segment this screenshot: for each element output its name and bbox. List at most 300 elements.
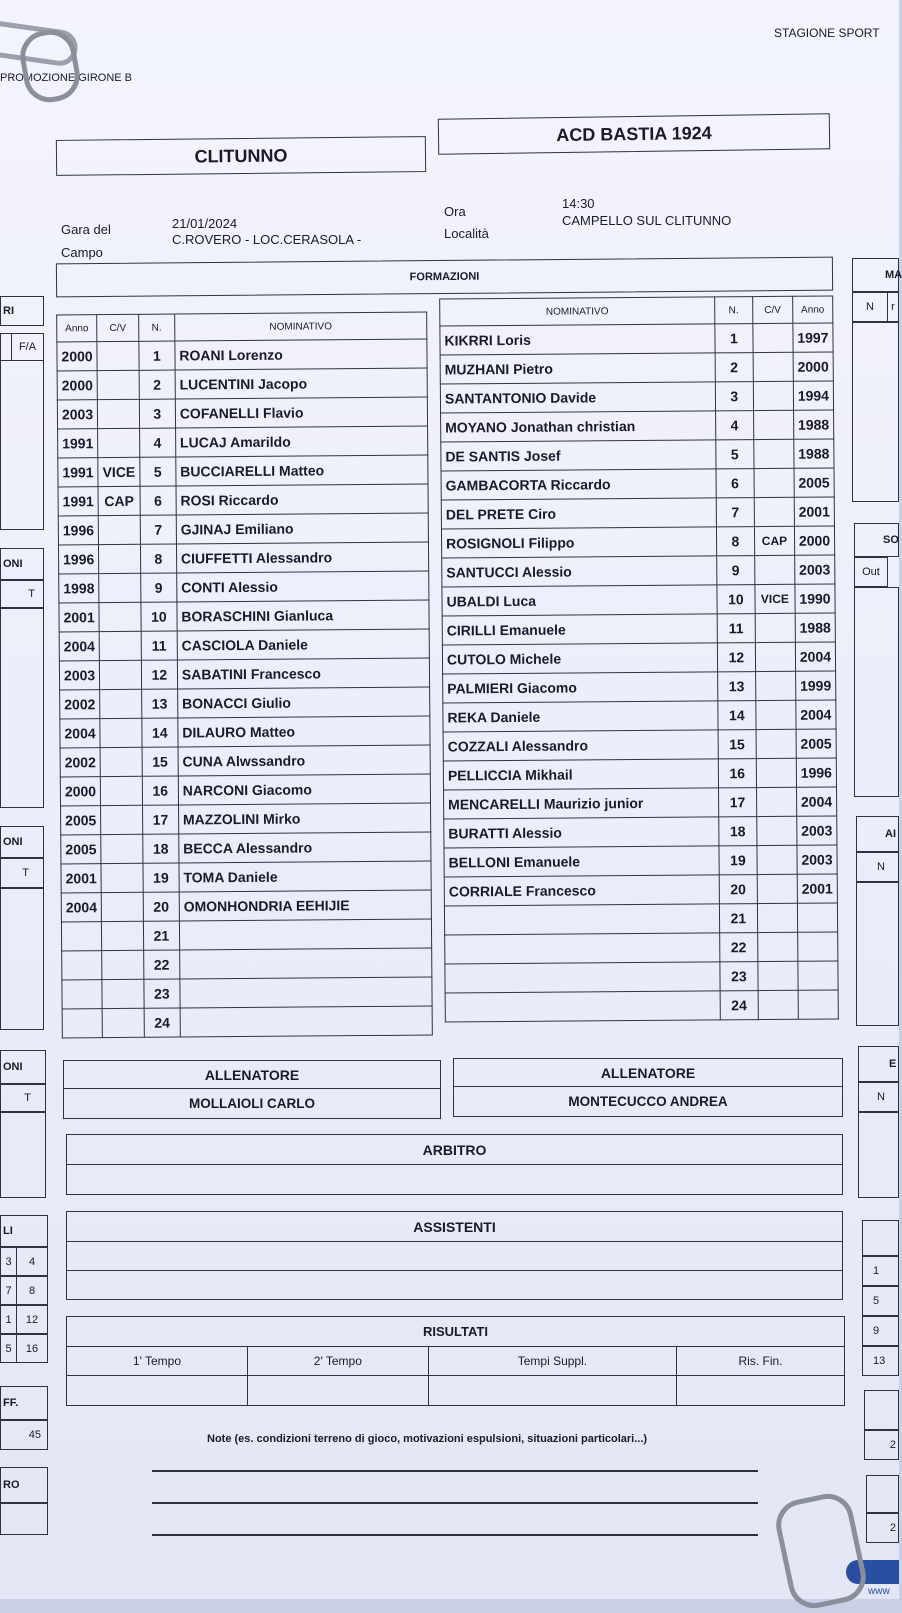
home-player-cv xyxy=(102,979,144,1008)
home-player-cv xyxy=(100,747,142,776)
assistenti-field-1 xyxy=(67,1242,843,1271)
home-player-cv xyxy=(101,863,143,892)
home-player-cv xyxy=(97,341,139,370)
home-col-nominativo: NOMINATIVO xyxy=(175,312,427,341)
away-player-anno: 2003 xyxy=(797,845,837,874)
left-li-label: LI xyxy=(0,1215,48,1247)
home-player-name: ROANI Lorenzo xyxy=(175,339,427,370)
left-grid-number: 16 xyxy=(16,1334,48,1363)
home-player-number: 9 xyxy=(141,573,177,602)
away-player-anno xyxy=(798,990,838,1019)
binder-clip-bottom-right xyxy=(771,1489,870,1613)
away-player-name: DEL PRETE Ciro xyxy=(441,498,716,529)
away-player-row xyxy=(445,990,838,1022)
right-n1b-label: r xyxy=(887,292,899,322)
away-player-number: 1 xyxy=(715,324,753,353)
right-out-label: Out xyxy=(854,557,888,587)
left-grid-number: 3 xyxy=(0,1247,17,1276)
home-player-row xyxy=(61,919,431,951)
home-coach-box xyxy=(63,1060,441,1119)
left-grid-2 xyxy=(0,608,44,808)
home-player-anno: 2004 xyxy=(60,719,100,748)
home-player-name: GJINAJ Emiliano xyxy=(176,513,428,544)
away-player-row xyxy=(441,497,834,529)
home-player-name: ROSI Riccardo xyxy=(176,484,428,515)
home-player-anno: 1991 xyxy=(58,429,98,458)
away-player-row xyxy=(442,584,835,616)
away-player-name: CUTOLO Michele xyxy=(442,643,717,674)
home-player-name: SABATINI Francesco xyxy=(177,658,429,689)
away-player-name: CIRILLI Emanuele xyxy=(442,614,717,645)
right-grid-number: 1 xyxy=(862,1256,899,1286)
home-player-cv xyxy=(102,950,144,979)
home-player-cv xyxy=(98,515,140,544)
home-player-cv xyxy=(101,834,143,863)
away-player-number: 4 xyxy=(715,411,753,440)
home-player-anno: 2005 xyxy=(61,806,101,835)
right-grid-number: 13 xyxy=(862,1346,899,1376)
home-player-row xyxy=(61,861,431,893)
risultati-box xyxy=(66,1316,845,1406)
right-grid-1 xyxy=(852,322,899,502)
home-player-row xyxy=(60,716,430,748)
away-player-name: ROSIGNOLI Filippo xyxy=(441,527,716,558)
away-player-number: 3 xyxy=(715,382,753,411)
right-n3-label: N xyxy=(858,1082,899,1112)
home-player-cv xyxy=(101,892,143,921)
away-player-anno: 1999 xyxy=(795,671,835,700)
home-player-row xyxy=(57,397,427,429)
home-player-cv xyxy=(102,921,144,950)
home-player-cv xyxy=(97,370,139,399)
away-player-anno: 2003 xyxy=(795,555,835,584)
season-label: STAGIONE SPORT xyxy=(774,26,880,40)
home-player-number: 2 xyxy=(139,370,175,399)
home-player-name: COFANELLI Flavio xyxy=(175,397,427,428)
home-player-number: 21 xyxy=(143,921,179,950)
away-player-cv xyxy=(758,961,798,990)
away-player-number: 21 xyxy=(719,904,757,933)
home-player-anno: 2005 xyxy=(61,835,101,864)
left-grid-3 xyxy=(0,888,44,1030)
away-player-name: SANTANTONIO Davide xyxy=(440,382,715,413)
home-player-cv xyxy=(101,805,143,834)
away-player-row xyxy=(441,468,834,500)
home-player-anno: 1991 xyxy=(58,458,98,487)
right-box-b xyxy=(866,1475,899,1513)
away-player-name: MENCARELLI Maurizio junior xyxy=(444,788,719,819)
away-player-anno: 2001 xyxy=(794,497,834,526)
home-player-number: 1 xyxy=(139,341,175,370)
away-coach-label: ALLENATORE xyxy=(454,1059,843,1087)
right-grid-5-top xyxy=(862,1220,899,1256)
home-player-anno xyxy=(62,980,102,1009)
away-player-name: DE SANTIS Josef xyxy=(441,440,716,471)
left-t3-label: T xyxy=(0,1084,46,1112)
home-player-row xyxy=(62,1006,432,1038)
away-player-number: 16 xyxy=(718,759,756,788)
away-player-cv xyxy=(757,932,797,961)
home-player-number: 24 xyxy=(144,1008,180,1037)
away-player-name xyxy=(444,904,719,935)
away-player-number: 20 xyxy=(719,875,757,904)
assistenti-field-2 xyxy=(67,1271,843,1300)
away-player-cv xyxy=(756,758,796,787)
away-player-number: 19 xyxy=(719,846,757,875)
away-player-anno: 2003 xyxy=(797,816,837,845)
away-player-number: 2 xyxy=(715,353,753,382)
home-player-number: 10 xyxy=(141,602,177,631)
gara-value: 21/01/2024 xyxy=(172,216,238,231)
arbitro-box xyxy=(66,1134,843,1195)
away-team-box xyxy=(438,113,830,154)
away-player-anno: 1994 xyxy=(793,381,833,410)
home-player-number: 8 xyxy=(140,544,176,573)
home-player-number: 15 xyxy=(142,747,178,776)
away-player-cv xyxy=(753,352,793,381)
home-lineup-table xyxy=(56,312,433,1039)
left-oni3-label: ONI xyxy=(0,1050,46,1084)
ora-label: Ora xyxy=(444,204,466,219)
note-line-1 xyxy=(152,1470,758,1472)
away-player-cv xyxy=(757,874,797,903)
away-player-anno: 1990 xyxy=(795,584,835,613)
away-coach-name: MONTECUCCO ANDREA xyxy=(454,1087,843,1117)
away-player-anno: 2001 xyxy=(797,874,837,903)
arbitro-field xyxy=(67,1165,843,1195)
home-player-row xyxy=(59,658,429,690)
left-ro-field xyxy=(0,1503,48,1535)
home-player-number: 18 xyxy=(143,834,179,863)
away-player-name: MOYANO Jonathan christian xyxy=(441,411,716,442)
home-player-cv: VICE xyxy=(98,457,140,486)
home-player-number: 16 xyxy=(142,776,178,805)
note-label: Note (es. condizioni terreno di gioco, motivazioni espulsioni, situazioni particolari...) xyxy=(207,1433,648,1445)
left-t2-label: T xyxy=(0,858,44,888)
home-player-anno: 2003 xyxy=(57,400,97,429)
home-player-row xyxy=(62,948,432,980)
home-player-anno: 2002 xyxy=(60,690,100,719)
away-player-cv xyxy=(756,700,796,729)
left-grid-1 xyxy=(0,360,44,530)
group-label: PROMOZIONE GIRONE B xyxy=(0,72,133,84)
left-oni2-label: ONI xyxy=(0,826,44,858)
home-player-cv xyxy=(100,776,142,805)
right-n2-label: N xyxy=(856,852,899,882)
home-player-name xyxy=(180,977,432,1008)
away-player-number: 5 xyxy=(716,440,754,469)
home-player-anno: 1991 xyxy=(58,487,98,516)
away-player-cv xyxy=(756,787,796,816)
away-player-anno xyxy=(797,932,837,961)
away-player-number: 7 xyxy=(716,498,754,527)
home-player-row xyxy=(58,455,428,487)
home-player-cv xyxy=(100,718,142,747)
home-player-name: CIUFFETTI Alessandro xyxy=(176,542,428,573)
home-player-row xyxy=(59,571,429,603)
home-player-row xyxy=(58,426,428,458)
away-player-number: 11 xyxy=(717,614,755,643)
away-player-row xyxy=(444,874,837,906)
away-player-cv xyxy=(757,816,797,845)
away-player-name: GAMBACORTA Riccardo xyxy=(441,469,716,500)
away-player-anno xyxy=(798,961,838,990)
away-player-anno: 2000 xyxy=(794,526,834,555)
home-player-name: CUNA Alwssandro xyxy=(178,745,430,776)
risultati-col-1: 1' Tempo xyxy=(67,1347,248,1376)
away-player-row xyxy=(441,410,834,442)
formazioni-bar xyxy=(56,257,833,298)
home-player-anno: 2004 xyxy=(59,632,99,661)
home-player-name: CONTI Alessio xyxy=(177,571,429,602)
away-player-anno: 2004 xyxy=(796,787,836,816)
home-player-number: 20 xyxy=(143,892,179,921)
away-player-number: 22 xyxy=(719,933,757,962)
localita-label: Località xyxy=(444,226,489,241)
home-player-row xyxy=(57,339,427,371)
away-col-cv: C/V xyxy=(753,296,793,323)
home-player-number: 12 xyxy=(141,660,177,689)
sponsor-url: www xyxy=(868,1586,890,1597)
home-player-number: 14 xyxy=(142,718,178,747)
away-player-row xyxy=(440,323,833,355)
home-coach-name: MOLLAIOLI CARLO xyxy=(64,1089,441,1119)
away-player-cv xyxy=(755,642,795,671)
away-player-cv xyxy=(754,468,794,497)
home-player-anno: 2001 xyxy=(59,603,99,632)
left-ri-label: RI xyxy=(0,296,44,326)
note-line-3 xyxy=(152,1534,758,1536)
home-player-row xyxy=(58,542,428,574)
risultati-col-4: Ris. Fin. xyxy=(677,1347,845,1376)
home-team-box xyxy=(56,136,426,176)
left-grid-number: 4 xyxy=(16,1247,48,1276)
away-player-name: MUZHANI Pietro xyxy=(440,353,715,384)
away-team-name: ACD BASTIA 1924 xyxy=(556,122,712,145)
home-player-row xyxy=(60,745,430,777)
away-player-row xyxy=(441,526,834,558)
right-n1-label: N xyxy=(852,292,888,322)
away-player-anno: 1988 xyxy=(793,410,833,439)
right-grid-2 xyxy=(854,587,899,797)
risultati-col-3: Tempi Suppl. xyxy=(428,1347,676,1376)
away-player-row xyxy=(444,787,837,819)
note-line-2 xyxy=(152,1502,758,1504)
home-player-cv xyxy=(99,631,141,660)
left-grid-number: 1 xyxy=(0,1305,17,1334)
away-player-cv xyxy=(754,439,794,468)
away-player-name: SANTUCCI Alessio xyxy=(442,556,717,587)
home-player-cv xyxy=(98,428,140,457)
home-player-name: OMONHONDRIA EEHIJIE xyxy=(179,890,431,921)
away-player-cv xyxy=(755,555,795,584)
right-grid-4 xyxy=(858,1112,899,1198)
away-player-cv xyxy=(753,410,793,439)
home-player-anno: 2001 xyxy=(61,864,101,893)
away-player-cv: VICE xyxy=(755,584,795,613)
away-player-number: 24 xyxy=(720,991,758,1020)
away-player-cv xyxy=(757,845,797,874)
home-player-anno: 2000 xyxy=(57,342,97,371)
home-player-name xyxy=(180,948,432,979)
away-player-anno: 2004 xyxy=(795,642,835,671)
home-player-cv xyxy=(97,399,139,428)
away-player-row xyxy=(441,439,834,471)
home-team-name: CLITUNNO xyxy=(194,145,288,166)
away-coach-box xyxy=(453,1058,843,1117)
risultati-val-1 xyxy=(67,1376,248,1406)
home-player-name xyxy=(180,1006,432,1037)
home-player-name: LUCAJ Amarildo xyxy=(175,426,427,457)
away-player-row xyxy=(445,961,838,993)
away-player-number: 8 xyxy=(716,527,754,556)
home-player-number: 19 xyxy=(143,863,179,892)
away-player-number: 9 xyxy=(717,556,755,585)
away-player-number: 15 xyxy=(718,730,756,759)
away-player-cv xyxy=(757,903,797,932)
right-two-a: 2 xyxy=(864,1430,899,1460)
home-player-name: TOMA Daniele xyxy=(179,861,431,892)
home-player-anno: 2000 xyxy=(60,777,100,806)
home-table-header xyxy=(57,312,427,342)
home-player-row xyxy=(62,977,432,1009)
away-player-row xyxy=(440,381,833,413)
away-player-number: 13 xyxy=(717,672,755,701)
home-col-cv: C/V xyxy=(97,314,139,341)
arbitro-label: ARBITRO xyxy=(67,1135,843,1165)
home-player-row xyxy=(59,629,429,661)
home-player-anno: 2004 xyxy=(61,893,101,922)
right-grid-number: 9 xyxy=(862,1316,899,1346)
away-player-anno: 2005 xyxy=(796,729,836,758)
home-player-cv xyxy=(102,1008,144,1037)
home-player-anno: 1996 xyxy=(58,545,98,574)
left-t1-label: T xyxy=(0,580,44,608)
left-grid-4 xyxy=(0,1112,46,1198)
left-grid-number: 8 xyxy=(16,1276,48,1305)
away-player-cv xyxy=(755,613,795,642)
away-player-anno xyxy=(797,903,837,932)
away-col-n: N. xyxy=(715,297,753,324)
away-player-number: 6 xyxy=(716,469,754,498)
away-player-anno: 1988 xyxy=(794,439,834,468)
home-player-number: 17 xyxy=(142,805,178,834)
right-grid-number: 5 xyxy=(862,1286,899,1316)
home-player-anno: 2000 xyxy=(57,371,97,400)
away-player-name: PALMIERI Giacomo xyxy=(443,672,718,703)
away-player-row xyxy=(443,671,836,703)
left-grid-number: 7 xyxy=(0,1276,17,1305)
away-player-row xyxy=(442,555,835,587)
right-ma-label: MA xyxy=(852,258,899,292)
away-lineup-table xyxy=(439,295,839,1022)
home-player-anno xyxy=(61,922,101,951)
home-player-name xyxy=(179,919,431,950)
home-player-anno: 1996 xyxy=(58,516,98,545)
right-two-b: 2 xyxy=(866,1513,899,1543)
home-player-row xyxy=(58,513,428,545)
away-player-number: 14 xyxy=(718,701,756,730)
away-col-anno: Anno xyxy=(792,296,832,323)
away-player-number: 18 xyxy=(719,817,757,846)
home-player-cv xyxy=(99,573,141,602)
left-ff-value: 45 xyxy=(0,1420,48,1450)
home-player-row xyxy=(60,774,430,806)
home-player-row xyxy=(61,832,431,864)
away-player-anno: 2005 xyxy=(794,468,834,497)
home-player-number: 22 xyxy=(144,950,180,979)
home-player-number: 3 xyxy=(139,399,175,428)
home-player-anno: 2003 xyxy=(59,661,99,690)
left-ff-label: FF. xyxy=(0,1386,48,1420)
home-player-anno xyxy=(62,1009,102,1038)
away-player-name: BURATTI Alessio xyxy=(444,817,719,848)
away-player-cv xyxy=(754,497,794,526)
away-player-row xyxy=(444,816,837,848)
assistenti-label: ASSISTENTI xyxy=(67,1212,843,1242)
left-grid-number: 12 xyxy=(16,1305,48,1334)
risultati-val-3 xyxy=(428,1376,676,1406)
away-player-anno: 1996 xyxy=(796,758,836,787)
home-player-row xyxy=(60,687,430,719)
right-grid-3 xyxy=(856,882,899,1026)
away-table-header xyxy=(440,296,833,326)
left-grid-number: 5 xyxy=(0,1334,17,1363)
away-player-row xyxy=(445,932,838,964)
right-so-label: SO xyxy=(854,523,899,557)
home-player-anno: 2002 xyxy=(60,748,100,777)
home-player-name: DILAURO Matteo xyxy=(178,716,430,747)
ora-value: 14:30 xyxy=(562,196,595,211)
left-fa-label: F/A xyxy=(11,333,44,361)
home-col-anno: Anno xyxy=(57,315,97,342)
home-player-name: BECCA Alessandro xyxy=(179,832,431,863)
away-player-name: REKA Daniele xyxy=(443,701,718,732)
home-player-number: 23 xyxy=(144,979,180,1008)
away-player-row xyxy=(443,729,836,761)
home-player-row xyxy=(61,890,431,922)
home-player-number: 6 xyxy=(140,486,176,515)
away-player-number: 10 xyxy=(717,585,755,614)
home-player-number: 4 xyxy=(139,428,175,457)
assistenti-box xyxy=(66,1211,843,1300)
away-player-name: PELLICCIA Mikhail xyxy=(443,759,718,790)
away-player-name xyxy=(445,962,720,993)
home-player-row xyxy=(58,484,428,516)
right-box-a xyxy=(864,1390,899,1430)
away-player-cv xyxy=(756,729,796,758)
away-col-nominativo: NOMINATIVO xyxy=(440,297,715,326)
away-player-name xyxy=(445,991,720,1022)
away-player-row xyxy=(443,700,836,732)
home-player-number: 13 xyxy=(141,689,177,718)
away-player-anno: 1988 xyxy=(795,613,835,642)
campo-label: Campo xyxy=(61,245,103,260)
away-player-name: CORRIALE Francesco xyxy=(444,875,719,906)
home-player-number: 7 xyxy=(140,515,176,544)
campo-value: C.ROVERO - LOC.CERASOLA - xyxy=(172,232,362,247)
away-player-row xyxy=(442,613,835,645)
home-player-name: BORASCHINI Gianluca xyxy=(177,600,429,631)
away-player-number: 12 xyxy=(717,643,755,672)
away-player-cv: CAP xyxy=(754,526,794,555)
away-player-row xyxy=(443,758,836,790)
away-player-row xyxy=(440,352,833,384)
home-coach-label: ALLENATORE xyxy=(64,1061,441,1089)
away-player-row xyxy=(444,845,837,877)
localita-value: CAMPELLO SUL CLITUNNO xyxy=(562,213,732,228)
away-player-name: KIKRRI Loris xyxy=(440,324,715,355)
